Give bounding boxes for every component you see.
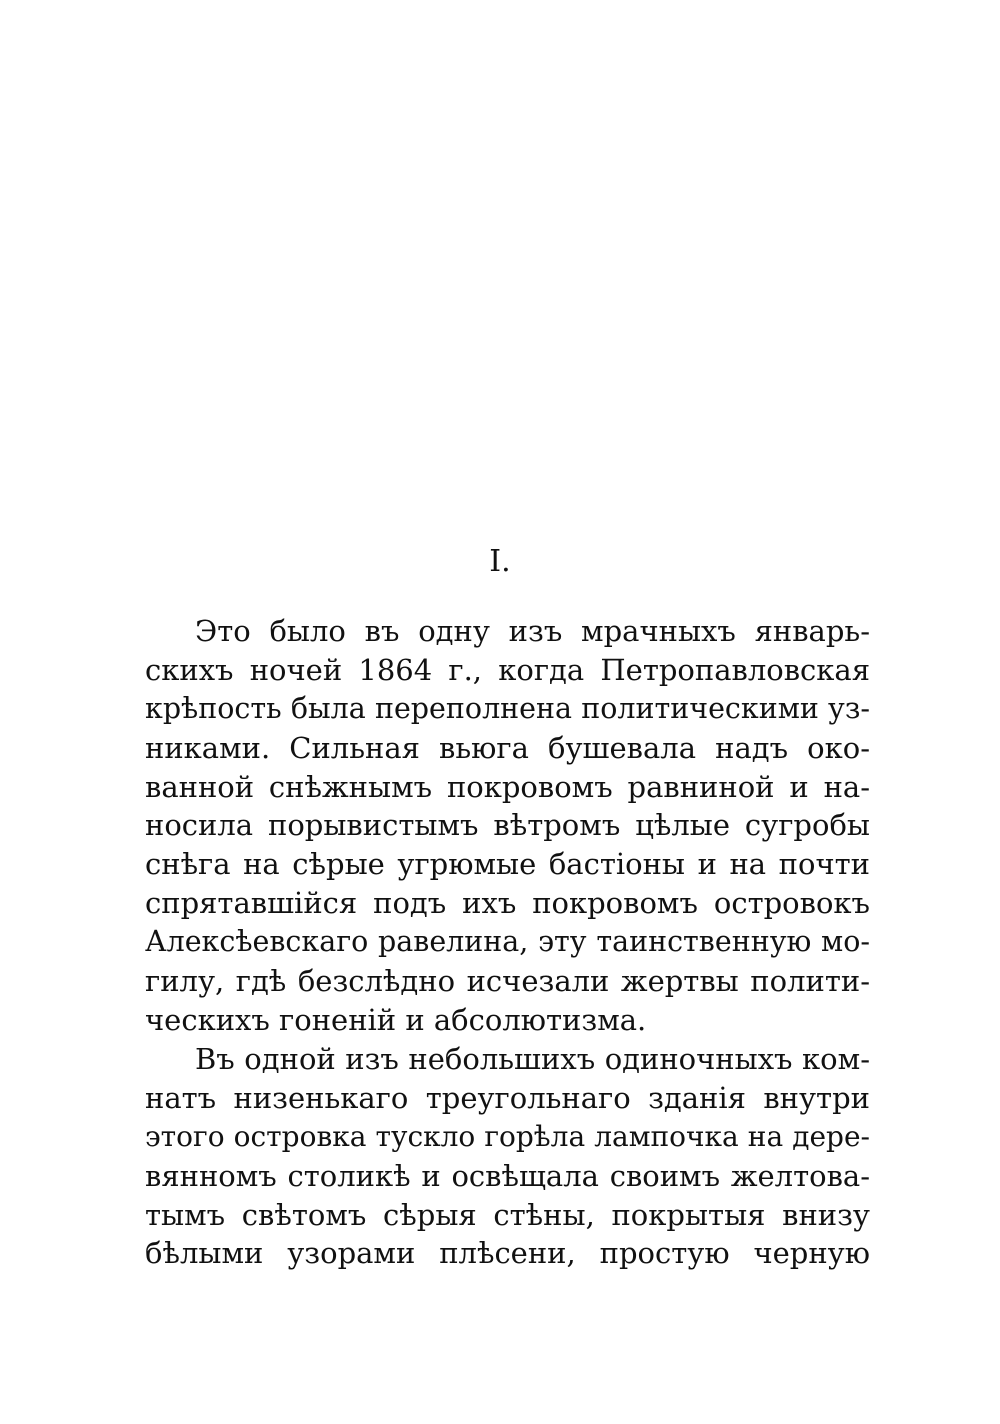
text-line: носила порывистымъ вѣтромъ цѣлые сугробы [145, 808, 870, 843]
text-line: Алексѣевскаго равелина, эту таинственную мо- [145, 925, 870, 959]
text-line: Это было въ одну изъ мрачныхъ январь- [195, 614, 870, 648]
chapter-number: I. [489, 544, 511, 579]
text-line: тымъ свѣтомъ сѣрыя стѣны, покрытыя внизу [145, 1197, 870, 1232]
text-line: гилу, гдѣ безслѣдно исчезали жертвы полити- [145, 964, 870, 999]
text-line: натъ низенькаго треугольнаго зданія внутри [145, 1080, 870, 1115]
text-line: Въ одной изъ небольшихъ одиночныхъ ком- [195, 1042, 870, 1076]
text-line: никами. Сильная вьюга бушевала надъ око- [145, 730, 870, 765]
text-line: снѣга на сѣрые угрюмые бастіоны и на почти [145, 847, 870, 882]
text-line: скихъ ночей 1864 г., когда Петропавловская [145, 652, 870, 687]
text-line: спрятавшійся подъ ихъ покровомъ островокъ [145, 886, 870, 921]
text-line: вянномъ столикѣ и освѣщала своимъ желтова- [145, 1158, 870, 1193]
paragraph-2 [145, 1040, 870, 1273]
text-line: этого островка тускло горѣла лампочка на дере- [145, 1119, 870, 1153]
text-line: крѣпость была переполнена политическими уз- [145, 691, 870, 725]
text-line: бѣлыми узорами плѣсени, простую черную [145, 1236, 870, 1271]
text-line: ванной снѣжнымъ покровомъ равниной и на- [145, 769, 870, 804]
text-line: ческихъ гоненій и абсолютизма. [145, 1002, 647, 1037]
paragraph-1 [145, 612, 870, 1040]
